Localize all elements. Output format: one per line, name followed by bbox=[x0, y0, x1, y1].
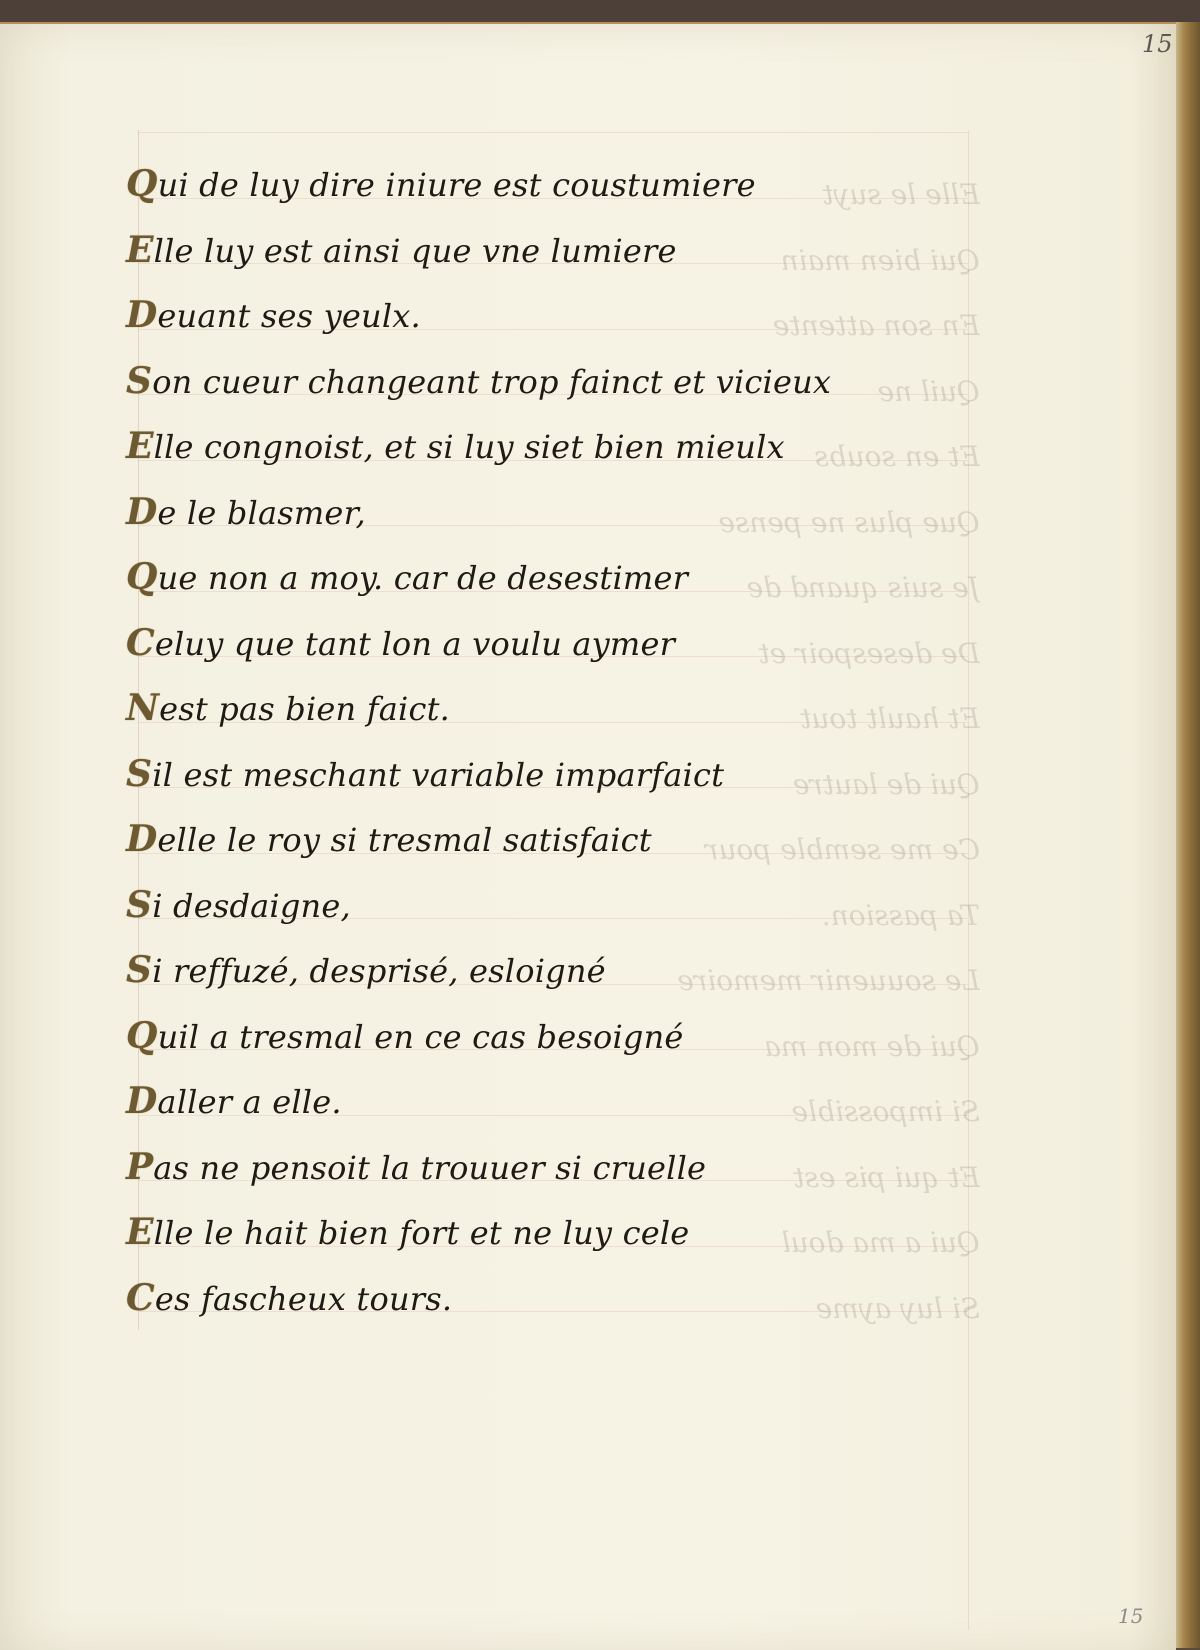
verse-line bbox=[126, 676, 946, 742]
verse-line bbox=[126, 1069, 946, 1135]
verse-line bbox=[126, 545, 946, 611]
verse-initial: C bbox=[126, 621, 155, 664]
verse-text: lle le hait bien fort et ne luy cele bbox=[153, 1214, 690, 1252]
verse-initial: S bbox=[126, 883, 153, 926]
verse-line bbox=[126, 611, 946, 677]
verse-line bbox=[126, 152, 946, 218]
verse-initial: P bbox=[126, 1145, 154, 1188]
verse-initial: C bbox=[126, 1276, 155, 1319]
verse-text: i reffuzé, desprisé, esloigné bbox=[152, 952, 606, 990]
verse-line bbox=[126, 1004, 946, 1070]
verse-text: i desdaigne, bbox=[152, 886, 351, 925]
verse-line bbox=[126, 1135, 946, 1201]
folio-number-bottom: 15 bbox=[1118, 1604, 1144, 1628]
folio-number-top: 15 bbox=[1142, 30, 1173, 58]
verse-text: e le blasmer, bbox=[157, 493, 366, 532]
verse-block bbox=[126, 152, 946, 1331]
verse-line bbox=[126, 807, 946, 873]
verse-text: aller a elle. bbox=[157, 1083, 342, 1121]
verse-line bbox=[126, 1266, 946, 1332]
verse-text: es fascheux tours. bbox=[154, 1279, 453, 1318]
verse-text: elle le roy si tresmal satisfaict bbox=[157, 821, 652, 859]
ruling-right bbox=[968, 130, 969, 1630]
verse-text: lle congnoist, et si luy siet bien mieulx bbox=[153, 428, 785, 466]
verse-initial: S bbox=[126, 752, 153, 795]
verse-initial: E bbox=[126, 1211, 154, 1253]
verse-text: eluy que tant lon a voulu aymer bbox=[154, 624, 676, 663]
verse-initial: D bbox=[126, 1080, 158, 1122]
verse-line bbox=[126, 742, 946, 808]
verse-line bbox=[126, 283, 946, 349]
verse-initial: E bbox=[126, 228, 154, 271]
verse-initial: D bbox=[126, 490, 158, 533]
show-through-text: Elle le suyt Qui bien main En son attente Quil ne Et en soubs Que plus ne pense Je suis quand de De desespoir et Et hault tout Qui de lautre Ce me semble pour Ta passion. Le souuenir memoire Qui de mon ma Si impossible Et qui pis est Qui a ma doul Si luy ayme bbox=[677, 178, 980, 1325]
verse-initial: D bbox=[126, 818, 158, 860]
verse-text: euant ses yeulx. bbox=[157, 297, 421, 335]
verse-initial: S bbox=[126, 359, 153, 402]
verse-initial: Q bbox=[126, 556, 158, 598]
verse-text: ue non a moy. car de desestimer bbox=[157, 559, 689, 597]
verse-line bbox=[126, 349, 946, 415]
verse-line bbox=[126, 414, 946, 480]
verse-line bbox=[126, 873, 946, 939]
verse-text: il est meschant variable imparfaict bbox=[152, 755, 725, 794]
verse-initial: D bbox=[126, 294, 158, 336]
verse-text: on cueur changeant trop fainct et vicieux bbox=[152, 362, 832, 401]
ruling-line bbox=[138, 132, 968, 133]
verse-line bbox=[126, 218, 946, 284]
verse-line bbox=[126, 1200, 946, 1266]
verse-text: as ne pensoit la trouuer si cruelle bbox=[153, 1148, 707, 1187]
verse-text: est pas bien faict. bbox=[159, 690, 451, 728]
verse-initial: Q bbox=[126, 1014, 158, 1057]
verse-initial: E bbox=[126, 425, 154, 467]
verse-initial: N bbox=[126, 687, 160, 729]
verse-line bbox=[126, 480, 946, 546]
page-edge bbox=[1176, 22, 1200, 1648]
verse-text: lle luy est ainsi que vne lumiere bbox=[153, 231, 677, 270]
verse-initial: Q bbox=[126, 163, 158, 205]
verse-text: ui de luy dire iniure est coustumiere bbox=[157, 166, 756, 204]
verse-line bbox=[126, 938, 946, 1004]
verse-initial: S bbox=[126, 949, 153, 991]
verse-text: uil a tresmal en ce cas besoigné bbox=[157, 1017, 684, 1056]
